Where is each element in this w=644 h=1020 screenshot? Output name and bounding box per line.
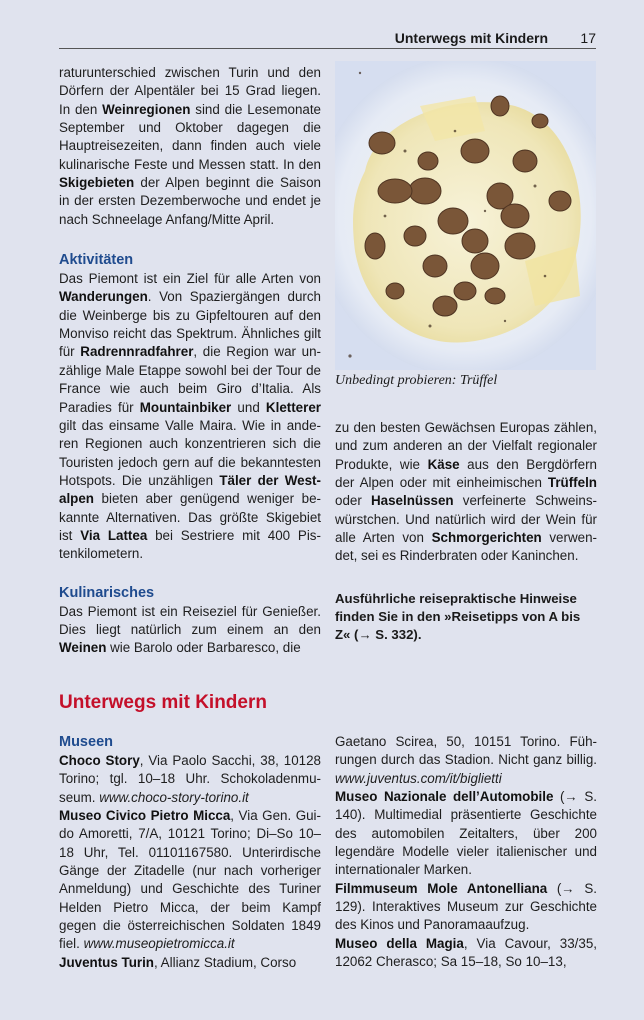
header-title: Unterwegs mit Kindern — [394, 30, 548, 46]
heading-unterwegs-mit-kindern: Unterwegs mit Kindern — [59, 692, 267, 713]
section-kinder — [59, 691, 596, 715]
heading-kulinarisches: Kulinarisches — [59, 584, 155, 601]
right-column-top — [335, 419, 597, 645]
museen-paragraph-right: Gaetano Scirea, 50, 10151 Torino. Führungen durch das Stadion. Nicht ganz billig. www.juventus.com/it/biglietti Museo Nazionale dell’Automobile (→ S. 140). Multimedial präsentierte Geschichte des automobilen Zeitalters, über 200 legendäre Modelle vieler italienischer und internationaler Marken. Filmmuseum Mole Antonelliana (→ S. 129). Interaktives Museum zur Geschichte des Kinos und Panoramaaufzug. Museo della Magia, Via Cavour, 33/35, 12062 Cherasco; Sa 15–18, So 10–13, — [335, 734, 598, 970]
page-number: 17 — [580, 30, 596, 46]
left-column-top — [59, 64, 321, 658]
right-column-bottom — [335, 733, 597, 971]
intro-paragraph: raturunterschied zwischen Turin und den Dörfern der Alpentäler bei 15 Grad liegen. In den Weinregionen sind die Lesemonate September und Oktober dagegen die Hauptreisezeiten, dann finden auch viele kulinarische Feste und Messen statt. In den Skigebieten der Alpen beginnt die Saison in der ersten Dezemberwoche und endet je nach Schneelage Anfang/Mitte April. — [59, 65, 322, 227]
museen-paragraph-left: Choco Story, Via Paolo Sacchi, 38, 10128 Torino; tgl. 10–18 Uhr. Schokoladenmuseum. www.choco-story-torino.it Museo Civico Pietro Micca, Via Gen. Guido Amoretti, 7/A, 10121 Torino; Di–So 10–18 Uhr, Tel. 01101167580. Unterirdische Gänge der Zitadelle (nur nach vorheriger Anmeldung) und Geschichte des Turiner Helden Pietro Micca, der beim Kampf gegen die österreichischen Soldaten 1849 fiel. www.museopietromicca.it Juventus Turin, Allianz Stadium, Corso — [59, 753, 321, 970]
reisetipps-hint: Ausführliche reisepraktische Hinweise finden Sie in den »Reisetipps von A bis Z« (→ S. 332). — [335, 590, 581, 643]
photo-caption: Unbedingt probieren: Trüffel — [335, 373, 498, 388]
heading-aktivitaeten: Aktivitäten — [59, 252, 134, 269]
kulinarisches-paragraph-left: Das Piemont ist ein Reiseziel für Genießer. Dies liegt natürlich zum einem an den Weinen wie Barolo oder Barbaresco, die — [59, 603, 321, 656]
running-header — [59, 28, 596, 49]
pasta-with-truffles-image — [335, 61, 596, 370]
truffle-photo — [335, 61, 596, 370]
heading-museen: Museen — [59, 734, 113, 750]
kulinarisches-paragraph-right: zu den besten Gewächsen Europas zählen, und zum anderen an der Vielfalt regionaler Produkte, wie Käse aus den Bergdörfern der Alpen oder mit einheimischen Trüffeln oder Haselnüssen verfeinerte Schweinswürstchen. Und natürlich wird der Wein für alle Arten von Schmorgerichten verwendet, sei es Rinderbraten oder Kaninchen. — [335, 420, 597, 564]
aktivitaeten-paragraph: Das Piemont ist ein Ziel für alle Arten von Wanderungen. Von Spaziergängen durch die Weinberge bis zu Gipfeltouren auf den Monviso reicht das Spektrum. Ähnliches gilt für Radrennradfahrer, die Region war unzählige Male Etappe sowohl bei der Tour de France wie auch beim Giro d’Italia. Als Paradies für Mountainbiker und Kletterer gilt das einsame Valle Maira. Wie in anderen Regionen auch konzentrieren sich die Touristen jedoch gern auf die bekanntesten Hotspots. Die unzähligen Täler der Westalpen bieten aber genügend weniger bekannte Alternativen. Das größte Skigebiet ist Via Lattea bei Sestriere mit 400 Pistenkilometern. — [59, 271, 321, 562]
left-column-bottom — [59, 733, 321, 972]
